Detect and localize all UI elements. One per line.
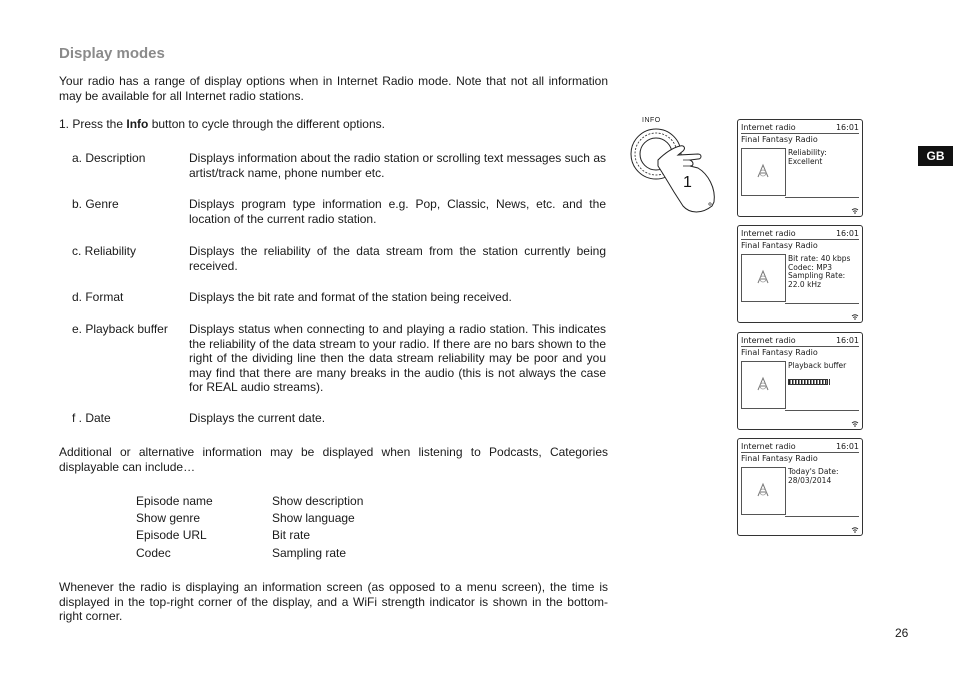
wifi-icon: [851, 314, 859, 320]
display-screen-reliability: [737, 119, 863, 217]
screen-header: [741, 441, 859, 453]
episode-item: Show description: [272, 494, 364, 508]
step-1-info-word: Info: [126, 117, 149, 131]
option-text-playback-buffer: Displays status when connecting to and playing a radio station. This indicates the reliability of the data stream to your radio. If there are no bars shown to the right of the dividing line then the data stream reliability may be poor and you may find that there are many breaks in the audio (this is not always the case for REAL audio streams).: [189, 322, 606, 394]
screen-header: [741, 228, 859, 240]
screen-info-text: Today's Date: 28/03/2014: [788, 467, 839, 485]
episode-item: Episode name: [136, 494, 213, 508]
screen-info-text: Playback buffer: [788, 361, 847, 370]
wifi-icon: [851, 421, 859, 427]
option-text-format: Displays the bit rate and format of the station being received.: [189, 290, 512, 304]
closing-paragraph: Whenever the radio is displaying an information screen (as opposed to a menu screen), the time is displayed in the top-right corner of the display, and a WiFi strength indicator is shown in the bottom-right corner.: [59, 580, 608, 623]
music-note-icon: [755, 269, 771, 285]
playback-buffer-bar: [788, 379, 828, 385]
option-label-date: f . Date: [72, 411, 111, 425]
language-tab: GB: [918, 146, 953, 166]
screen-divider: [785, 197, 859, 198]
page-number: 26: [895, 626, 909, 640]
screen-time: 16:01: [835, 442, 859, 451]
screen-header: [741, 122, 859, 134]
option-text-date: Displays the current date.: [189, 411, 326, 425]
screen-divider: [785, 303, 859, 304]
display-screen-format: [737, 225, 863, 323]
step-1-prefix: 1. Press the: [59, 117, 127, 131]
screen-mode: Internet radio: [741, 442, 796, 451]
screen-info-text: Reliability: Excellent: [788, 148, 827, 166]
wifi-icon: [851, 527, 859, 533]
episode-item: Episode URL: [136, 528, 207, 542]
episode-item: Show language: [272, 511, 355, 525]
option-label-description: a. Description: [72, 151, 146, 165]
info-button-press-illustration: [628, 126, 728, 216]
screen-station: Final Fantasy Radio: [741, 348, 818, 357]
press-step-number: 1: [683, 174, 692, 191]
screen-time: 16:01: [835, 229, 859, 238]
album-art-placeholder: [741, 148, 786, 196]
album-art-placeholder: [741, 254, 786, 302]
screen-mode: Internet radio: [741, 336, 796, 345]
display-screen-date: [737, 438, 863, 536]
intro-paragraph: Your radio has a range of display options when in Internet Radio mode. Note that not all information may be available for all Internet radio stations.: [59, 74, 608, 103]
option-label-genre: b. Genre: [72, 197, 119, 211]
screen-header: [741, 335, 859, 347]
episode-item: Sampling rate: [272, 546, 347, 560]
album-art-placeholder: [741, 467, 786, 515]
screen-divider: [785, 410, 859, 411]
info-button-label: INFO: [642, 117, 661, 124]
wifi-icon: [851, 208, 859, 214]
screen-divider: [785, 516, 859, 517]
option-label-format: d. Format: [72, 290, 124, 304]
screen-mode: Internet radio: [741, 229, 796, 238]
episode-item: Bit rate: [272, 528, 311, 542]
option-text-reliability: Displays the reliability of the data stream from the station currently being received.: [189, 244, 606, 273]
music-note-icon: [755, 482, 771, 498]
episode-item: Codec: [136, 546, 171, 560]
additional-paragraph: Additional or alternative information may be displayed when listening to Podcasts, Categories displayable can include…: [59, 445, 608, 474]
step-1-suffix: button to cycle through the different options.: [148, 117, 385, 131]
screen-time: 16:01: [835, 336, 859, 345]
display-screen-playback-buffer: [737, 332, 863, 430]
music-note-icon: [755, 163, 771, 179]
option-text-genre: Displays program type information e.g. Pop, Classic, News, etc. and the location of the current radio station.: [189, 197, 606, 226]
section-heading: Display modes: [59, 45, 165, 62]
music-note-icon: [755, 376, 771, 392]
option-text-description: Displays information about the radio station or scrolling text messages such as artist/track name, phone number etc.: [189, 151, 606, 180]
screen-info-text: Bit rate: 40 kbps Codec: MP3 Sampling Rate: 22.0 kHz: [788, 254, 851, 289]
screen-station: Final Fantasy Radio: [741, 454, 818, 463]
option-label-playback-buffer: e. Playback buffer: [72, 322, 168, 336]
screen-station: Final Fantasy Radio: [741, 135, 818, 144]
option-label-reliability: c. Reliability: [72, 244, 137, 258]
album-art-placeholder: [741, 361, 786, 409]
step-1: [59, 117, 608, 132]
screen-time: 16:01: [835, 123, 859, 132]
screen-mode: Internet radio: [741, 123, 796, 132]
screen-station: Final Fantasy Radio: [741, 241, 818, 250]
episode-item: Show genre: [136, 511, 201, 525]
